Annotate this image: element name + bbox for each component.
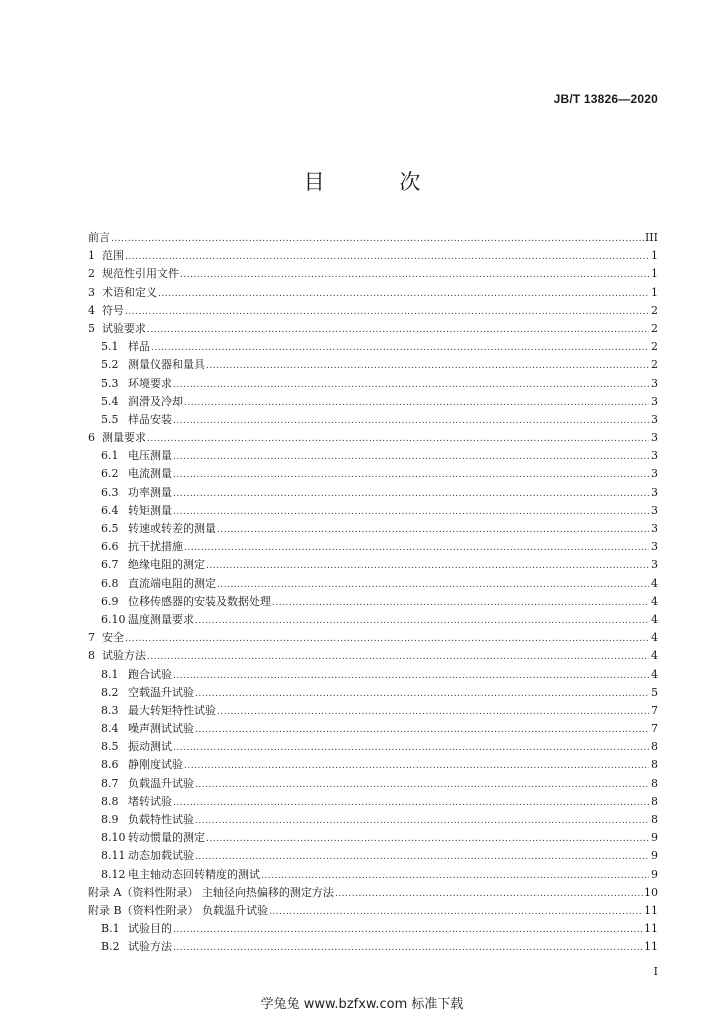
toc-entry-label: 前言 <box>88 231 110 244</box>
toc-dot-leader <box>269 903 643 921</box>
toc-entry-label: 试验要求 <box>102 321 146 335</box>
toc-entry-label: 术语和定义 <box>102 285 157 299</box>
toc-entry-label: 直流端电阻的测定 <box>128 576 216 590</box>
toc-entry-label: 动态加载试验 <box>128 849 194 863</box>
toc-entry[interactable] <box>88 302 658 320</box>
toc-entry-number: 6.6 <box>101 540 119 554</box>
toc-entry-page: 5 <box>651 685 658 699</box>
toc-dot-leader <box>125 630 649 648</box>
toc-entry-page: 11 <box>644 903 658 917</box>
toc-entry-number: 6.10 <box>101 612 126 626</box>
toc-entry[interactable] <box>88 320 658 338</box>
toc-entry-label: 附录 A（资料性附录） 主轴径向热偏移的测定方法 <box>88 885 334 899</box>
toc-entry[interactable] <box>88 284 658 302</box>
toc-entry[interactable] <box>88 866 658 884</box>
toc-dot-leader <box>173 921 643 939</box>
toc-dot-leader <box>217 521 649 539</box>
toc-entry-label: 试验目的 <box>128 922 172 936</box>
toc-dot-leader <box>272 594 649 612</box>
toc-entry-label: 转速或转差的测量 <box>128 522 216 535</box>
toc-entry-page: 4 <box>651 612 658 626</box>
toc-entry[interactable] <box>88 902 658 920</box>
toc-entry-page: 3 <box>651 503 658 517</box>
toc-dot-leader <box>195 776 649 794</box>
toc-dot-leader <box>147 648 649 666</box>
toc-entry-label: 抗干扰措施 <box>128 540 183 554</box>
toc-dot-leader <box>180 266 649 284</box>
toc-entry-page: 4 <box>651 631 658 645</box>
toc-entry[interactable] <box>88 338 658 356</box>
toc-entry-page: 8 <box>651 794 658 808</box>
toc-entry-number: 1 <box>88 249 95 263</box>
toc-entry-number: 2 <box>88 267 95 281</box>
toc-entry[interactable] <box>88 811 658 829</box>
toc-entry-number: 8.10 <box>101 831 126 845</box>
toc-entry-label: 安全 <box>102 631 124 645</box>
toc-entry[interactable] <box>88 647 658 665</box>
toc-entry-label: 负载特性试验 <box>128 813 194 826</box>
toc-entry-label: 跑合试验 <box>128 667 172 681</box>
toc-entry-number: 8 <box>88 649 95 663</box>
toc-entry-number: 4 <box>88 303 95 317</box>
toc-entry-number: 8.2 <box>101 685 119 699</box>
toc-entry-number: 6.9 <box>101 594 119 608</box>
toc-dot-leader <box>206 357 649 375</box>
toc-entry-number: 6.1 <box>101 449 119 463</box>
toc-entry[interactable] <box>88 447 658 465</box>
toc-entry[interactable] <box>88 920 658 938</box>
toc-entry[interactable] <box>88 411 658 429</box>
toc-entry[interactable] <box>88 375 658 393</box>
toc-entry-page: 3 <box>651 522 658 535</box>
toc-dot-leader <box>147 321 649 339</box>
toc-entry-label: 最大转矩特性试验 <box>128 703 216 717</box>
toc-entry[interactable] <box>88 556 658 574</box>
toc-entry[interactable] <box>88 684 658 702</box>
toc-dot-leader <box>195 848 649 866</box>
toc-dot-leader <box>173 503 649 521</box>
toc-entry-page: 8 <box>651 758 658 772</box>
toc-entry[interactable] <box>88 575 658 593</box>
toc-entry-number: 6.8 <box>101 576 119 590</box>
toc-entry-number: 8.11 <box>101 849 126 863</box>
toc-dot-leader <box>173 412 649 430</box>
toc-dot-leader <box>184 394 649 412</box>
toc-entry-label: 样品 <box>128 340 150 354</box>
toc-entry-number: 8.8 <box>101 794 119 808</box>
toc-entry-number: B.2 <box>101 940 120 954</box>
toc-entry-page: 2 <box>651 303 658 317</box>
toc-dot-leader <box>173 466 649 484</box>
toc-entry-page: 4 <box>651 594 658 608</box>
toc-entry-number: 8.1 <box>101 667 119 681</box>
toc-entry-page: 3 <box>651 449 658 463</box>
toc-entry-label: 振动测试 <box>128 740 172 754</box>
toc-entry[interactable] <box>88 938 658 956</box>
toc-dot-leader <box>173 939 643 957</box>
toc-entry-label: 电主轴动态回转精度的测试 <box>128 867 260 881</box>
toc-entry-label: 堵转试验 <box>128 794 172 808</box>
toc-dot-leader <box>217 576 649 594</box>
toc-entry-page: 2 <box>651 340 658 354</box>
toc-dot-leader <box>217 703 649 721</box>
toc-entry-label: 转矩测量 <box>128 503 172 517</box>
toc-dot-leader <box>173 448 649 466</box>
toc-entry-number: 6.7 <box>101 558 119 572</box>
page-number: I <box>653 965 658 978</box>
toc-dot-leader <box>195 612 649 630</box>
toc-dot-leader <box>173 485 649 503</box>
table-of-contents <box>88 229 658 957</box>
toc-entry-label: 温度测量要求 <box>128 612 194 626</box>
toc-dot-leader <box>195 812 649 830</box>
toc-entry-page: 11 <box>644 922 658 936</box>
toc-dot-leader <box>184 539 649 557</box>
toc-entry-page: 2 <box>651 358 658 372</box>
toc-entry-number: 5.5 <box>101 412 119 426</box>
toc-dot-leader <box>111 230 644 248</box>
toc-entry-page: 4 <box>651 649 658 663</box>
toc-entry-page: 11 <box>644 940 658 954</box>
toc-entry-label: 环境要求 <box>128 376 172 390</box>
toc-dot-leader <box>206 557 649 575</box>
toc-entry-number: 5.3 <box>101 376 119 390</box>
toc-entry[interactable] <box>88 247 658 265</box>
toc-entry[interactable] <box>88 666 658 684</box>
toc-entry-label: 样品安装 <box>128 412 172 426</box>
toc-entry-page: 9 <box>651 849 658 863</box>
toc-entry-number: 8.9 <box>101 813 119 826</box>
toc-entry-page: 3 <box>651 431 658 445</box>
toc-dot-leader <box>261 867 649 885</box>
toc-entry-page: 4 <box>651 576 658 590</box>
toc-entry[interactable] <box>88 775 658 793</box>
toc-entry-label: 规范性引用文件 <box>102 267 179 281</box>
toc-entry-page: 9 <box>651 831 658 845</box>
toc-entry-label: 测量要求 <box>102 431 146 445</box>
toc-entry-page: 10 <box>644 885 658 899</box>
toc-entry-label: 功率测量 <box>128 485 172 499</box>
toc-entry-number: 6.4 <box>101 503 119 517</box>
toc-entry-page: 1 <box>651 249 658 263</box>
standard-number: JB/T 13826—2020 <box>553 92 658 106</box>
page-title: 目 次 <box>303 170 455 194</box>
toc-dot-leader <box>173 667 649 685</box>
toc-entry[interactable] <box>88 538 658 556</box>
toc-entry-page: 1 <box>651 267 658 281</box>
toc-entry-label: 负载温升试验 <box>128 776 194 790</box>
toc-entry-number: 8.7 <box>101 776 119 790</box>
toc-entry[interactable] <box>88 847 658 865</box>
toc-entry-label: 附录 B（资料性附录） 负载温升试验 <box>88 903 269 917</box>
toc-dot-leader <box>195 685 649 703</box>
toc-entry-number: 5 <box>88 321 95 335</box>
toc-entry[interactable] <box>88 429 658 447</box>
toc-entry[interactable] <box>88 593 658 611</box>
toc-entry-label: 位移传感器的安装及数据处理 <box>128 594 271 608</box>
toc-entry-page: 9 <box>651 867 658 881</box>
toc-entry[interactable] <box>88 720 658 738</box>
toc-entry[interactable] <box>88 265 658 283</box>
toc-dot-leader <box>195 721 649 739</box>
toc-entry-label: 电流测量 <box>128 467 172 481</box>
toc-entry[interactable] <box>88 502 658 520</box>
toc-entry-label: 空载温升试验 <box>128 685 194 699</box>
toc-entry-label: 噪声测试试验 <box>128 722 194 736</box>
toc-entry-page: 3 <box>651 412 658 426</box>
toc-entry-number: 5.4 <box>101 394 119 408</box>
toc-entry-page: III <box>644 231 658 244</box>
toc-entry[interactable] <box>88 884 658 902</box>
toc-entry-page: 3 <box>651 558 658 572</box>
toc-dot-leader <box>206 830 649 848</box>
watermark-text: 学兔兔 www.bzfxw.com 标准下载 <box>260 997 464 1012</box>
toc-entry-label: 电压测量 <box>128 449 172 463</box>
toc-entry[interactable] <box>88 229 658 247</box>
toc-entry-page: 3 <box>651 467 658 481</box>
toc-entry-number: 6 <box>88 431 95 445</box>
toc-entry-page: 3 <box>651 485 658 499</box>
toc-entry[interactable] <box>88 484 658 502</box>
toc-entry[interactable] <box>88 611 658 629</box>
toc-entry[interactable] <box>88 702 658 720</box>
toc-entry-label: 绝缘电阻的测定 <box>128 558 205 572</box>
toc-dot-leader <box>173 794 649 812</box>
toc-entry-page: 3 <box>651 394 658 408</box>
toc-entry-number: 8.5 <box>101 740 119 754</box>
toc-entry[interactable] <box>88 629 658 647</box>
toc-entry-label: 测量仪器和量具 <box>128 358 205 372</box>
toc-entry[interactable] <box>88 520 658 538</box>
toc-dot-leader <box>184 757 649 775</box>
toc-dot-leader <box>151 339 649 357</box>
toc-entry-number: 3 <box>88 285 95 299</box>
toc-dot-leader <box>147 430 649 448</box>
toc-entry-number: 8.4 <box>101 722 119 736</box>
toc-entry-number: 8.12 <box>101 867 126 881</box>
toc-entry-number: 6.3 <box>101 485 119 499</box>
toc-entry[interactable] <box>88 738 658 756</box>
toc-entry-label: 转动惯量的测定 <box>128 831 205 845</box>
toc-entry[interactable] <box>88 793 658 811</box>
toc-dot-leader <box>173 376 649 394</box>
toc-entry-page: 8 <box>651 740 658 754</box>
toc-entry-page: 4 <box>651 667 658 681</box>
toc-entry[interactable] <box>88 356 658 374</box>
toc-entry-number: 8.3 <box>101 703 119 717</box>
toc-entry-number: 5.1 <box>101 340 119 354</box>
toc-entry-number: 6.2 <box>101 467 119 481</box>
toc-entry-label: 试验方法 <box>128 940 172 954</box>
toc-dot-leader <box>173 739 649 757</box>
toc-entry-number: B.1 <box>101 922 120 936</box>
toc-entry-label: 试验方法 <box>102 649 146 663</box>
toc-entry[interactable] <box>88 829 658 847</box>
toc-dot-leader <box>335 885 643 903</box>
toc-entry-label: 静刚度试验 <box>128 758 183 772</box>
toc-dot-leader <box>125 303 649 321</box>
toc-entry-number: 8.6 <box>101 758 119 772</box>
toc-entry-page: 8 <box>651 776 658 790</box>
toc-entry-page: 3 <box>651 376 658 390</box>
toc-entry-page: 7 <box>651 703 658 717</box>
toc-entry-label: 润滑及冷却 <box>128 394 183 408</box>
toc-entry[interactable] <box>88 393 658 411</box>
toc-entry[interactable] <box>88 465 658 483</box>
toc-entry-page: 8 <box>651 813 658 826</box>
toc-entry[interactable] <box>88 756 658 774</box>
toc-dot-leader <box>158 285 649 303</box>
toc-entry-number: 7 <box>88 631 95 645</box>
toc-entry-number: 5.2 <box>101 358 119 372</box>
toc-entry-label: 范围 <box>102 249 124 263</box>
toc-entry-number: 6.5 <box>101 522 119 535</box>
toc-entry-page: 2 <box>651 321 658 335</box>
toc-entry-page: 1 <box>651 285 658 299</box>
toc-entry-page: 7 <box>651 722 658 736</box>
toc-entry-page: 3 <box>651 540 658 554</box>
toc-dot-leader <box>125 248 649 266</box>
toc-entry-label: 符号 <box>102 303 124 317</box>
